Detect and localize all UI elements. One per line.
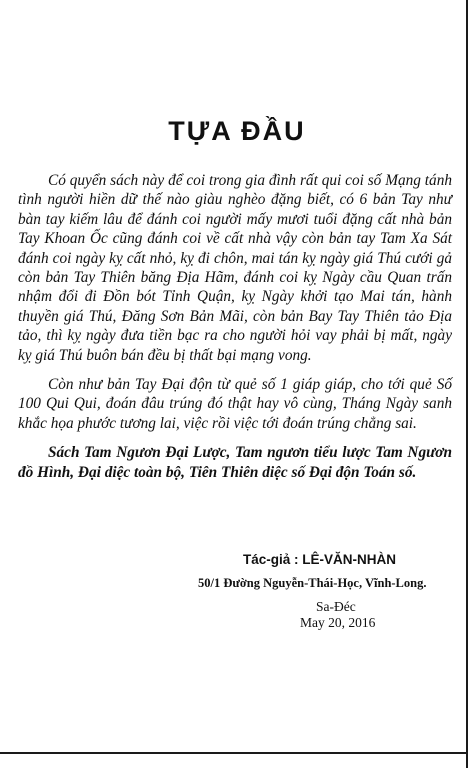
preface-body <box>18 171 452 482</box>
address-line: 50/1 Đường Nguyễn-Thái-Học, Vĩnh-Long. <box>198 576 427 590</box>
paragraph-2: Còn như bản Tay Đại độn từ quẻ số 1 giáp giáp, cho tới quẻ Số 100 Qui Qui, đoán đâu trúng đó thật hay vô cùng, Tháng Ngày sanh khắc họa phước tương lai, việc rồi việc tới đoán trúng chẳng sai. <box>18 376 452 432</box>
author-line: Tác-giả : LÊ-VĂN-NHÀN <box>243 552 397 567</box>
page-title: TỰA ĐẦU <box>168 116 306 146</box>
page-border-bottom <box>0 752 468 754</box>
date-line: May 20, 2016 <box>300 615 376 630</box>
paragraph-1: Có quyển sách này để coi trong gia đình rất qui coi số Mạng tánh tình người hiền dữ thế nào giàu nghèo đặng biết, có 6 bản Tay như bàn tay kiếm lâu để đánh coi người mấy mươi tuổi đặng cất nhà bản Tay Khoan Ốc cũng đánh coi về cất nhà vậy còn bản tay Tam Xa Sát đánh coi ngày kỵ cất nhỏ, kỵ đi chôn, mai tán kỵ ngày giá Thú cưới gả còn bản Tay Thiên băng Địa Hãm, đánh coi kỵ Ngày cầu Quan trấn nhậm đổi đi Đồn bót Tỉnh Quận, kỵ Ngày khởi tạo Mai tán, hành thuyền giá Thú, Đăng Sơn Bản Mãi, còn bản Bay Tay Thiên tảo Địa tảo, thì kỵ ngày đưa tiền bạc ra cho người hỏi vay phải bị mất, ngày kỵ giá Thú buôn bán đều bị thất bại mạng vong. <box>18 172 452 364</box>
city-line: Sa-Đéc <box>316 599 356 614</box>
paragraph-3: Sách Tam Ngươn Đại Lược, Tam ngươn tiểu lược Tam Ngươn đồ Hình, Đại diệc toàn bộ, Tiên Thiên diệc số Đại độn Toán số. <box>18 444 452 481</box>
